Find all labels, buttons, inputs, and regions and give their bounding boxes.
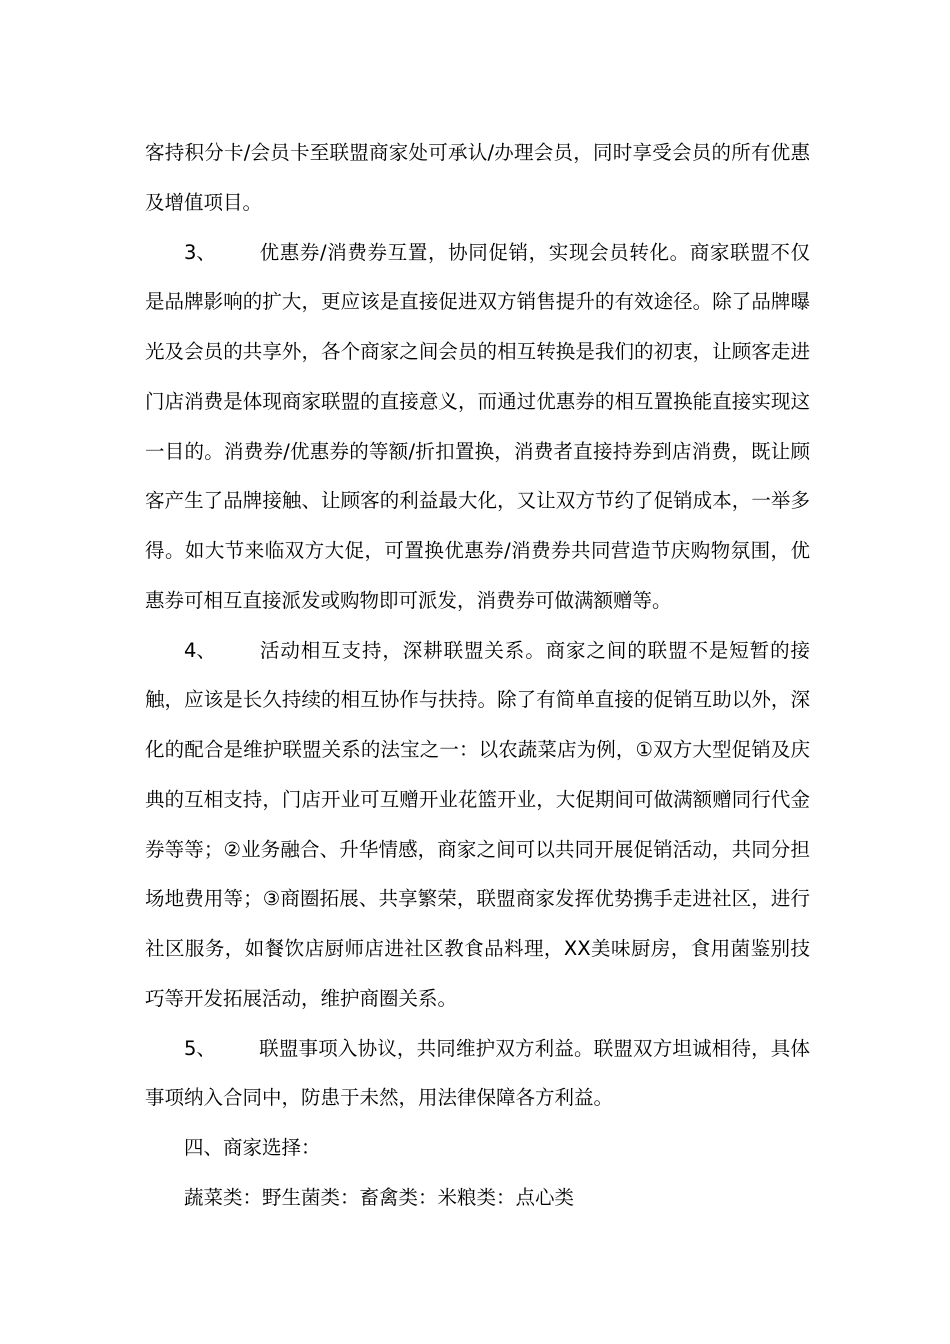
item-text: 活动相互支持，深耕联盟关系。商家之间的联盟不是短暂的接触，应该是长久持续的相互协作与扶持。除了有简单直接的促销互助以外，深化的配合是维护联盟关系的法宝之一：以农蔬菜店为例，①双方大型促销及庆典的互相支持，门店开业可互赠开业花篮开业，大促期间可做满额赠同行代金券等等；②业务融合、升华情感，商家之间可以共同开展促销活动，共同分担场地费用等；③商圈拓展、共享繁荣，联盟商家发挥优势携手走进社区，进行社区服务，如餐饮店厨师店进社区教食品料理，XX美味厨房，食用菌鉴别技巧等开发拓展活动，维护商圈关系。 xyxy=(145,638,810,1010)
paragraph-item-4 xyxy=(145,626,810,1024)
paragraph-item-3 xyxy=(145,228,810,626)
paragraph-item-5 xyxy=(145,1024,810,1124)
section-heading-merchant-selection: 四、商家选择： xyxy=(184,1136,321,1159)
item-text: 优惠券/消费券互置，协同促销，实现会员转化。商家联盟不仅是品牌影响的扩大，更应该是直接促进双方销售提升的有效途径。除了品牌曝光及会员的共享外，各个商家之间会员的相互转换是我们的初衷，让顾客走进门店消费是体现商家联盟的直接意义，而通过优惠券的相互置换能直接实现这一目的。消费券/优惠券的等额/折扣置换，消费者直接持券到店消费，既让顾客产生了品牌接触、让顾客的利益最大化，又让双方节约了促销成本，一举多得。如大节来临双方大促，可置换优惠券/消费券共同营造节庆购物氛围，优惠券可相互直接派发或购物即可派发，消费券可做满额赠等。 xyxy=(145,240,810,612)
item-number: 5、 xyxy=(184,1036,216,1060)
item-text: 联盟事项入协议，共同维护双方利益。联盟双方坦诚相待，具体事项纳入合同中，防患于未然，用法律保障各方利益。 xyxy=(145,1036,810,1110)
merchant-categories: 蔬菜类：野生菌类：畜禽类：米粮类：点心类 xyxy=(184,1185,575,1209)
document-body xyxy=(145,128,810,1223)
paragraph-membership-continued: 客持积分卡/会员卡至联盟商家处可承认/办理会员，同时享受会员的所有优惠及增值项目。 xyxy=(145,141,810,214)
item-number: 3、 xyxy=(184,240,216,264)
item-number: 4、 xyxy=(184,638,216,662)
